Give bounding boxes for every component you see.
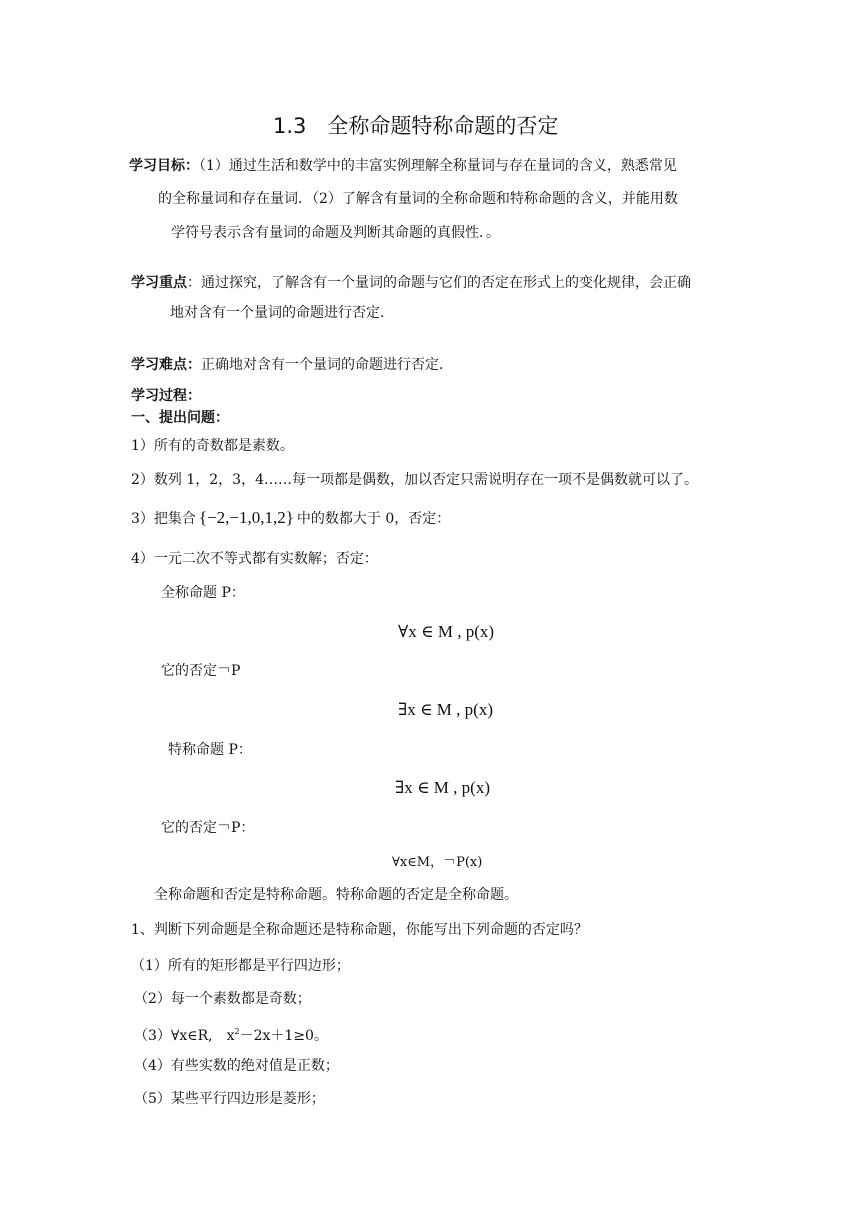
difficulties-line — [131, 355, 453, 375]
universal-formula: ∀x ∈ M , p(x) — [398, 622, 495, 641]
negation-2-label: 它的否定￢P： — [161, 820, 255, 836]
exercise-item-3-text: （3）∀x∈R, x — [134, 1028, 235, 1044]
question-3 — [131, 508, 450, 529]
difficulties-text: 正确地对含有一个量词的命题进行否定． — [201, 357, 453, 373]
objectives-line-3: 学符号表示含有量词的命题及判断其命题的真假性．。 — [171, 225, 500, 241]
summary-text: 全称命题和否定是特称命题。特称命题的否定是全称命题。 — [154, 887, 518, 903]
exercise-item-4: （4）有些实数的绝对值是正数； — [134, 1058, 339, 1074]
exercise-item-1: （1）所有的矩形都是平行四边形； — [131, 958, 350, 974]
negation-2-formula: ∀x∈M，￢P(x) — [392, 855, 483, 870]
section-1-label: 一、提出问题： — [131, 410, 229, 426]
exercise-item-2: （2）每一个素数都是奇数； — [134, 991, 311, 1007]
question-3-set: {−2,−1,0,1,2} — [198, 508, 294, 527]
negation-1-formula: ∃x ∈ M , p(x) — [398, 700, 493, 719]
process-label: 学习过程： — [131, 388, 201, 404]
universal-label: 全称命题 P： — [161, 585, 245, 601]
key-points-label: 学习重点 — [131, 275, 187, 291]
objectives-label: 学习目标： — [129, 158, 199, 174]
exercise-item-3 — [134, 1022, 328, 1046]
question-3-suffix: 中的数都大于 0，否定： — [296, 511, 451, 527]
question-3-prefix: 3）把集合 — [131, 511, 196, 527]
objectives-line-1 — [129, 156, 677, 176]
key-points-text-1: ：通过探究，了解含有一个量词的命题与它们的否定在形式上的变化规律，会正确 — [187, 275, 691, 291]
objectives-text-1: （1）通过生活和数学中的丰富实例理解全称量词与存在量词的含义，熟悉常见 — [199, 158, 677, 174]
page-title: 1.3 全称命题特称命题的否定 — [273, 114, 559, 138]
negation-1-label: 它的否定￢P — [161, 663, 241, 679]
exercise-heading: 1、判断下列命题是全称命题还是特称命题，你能写出下列命题的否定吗？ — [131, 922, 588, 938]
objectives-line-2: 的全称量词和存在量词．（2）了解含有量词的全称命题和特称命题的含义，并能用数 — [158, 191, 678, 207]
key-points-line-2: 地对含有一个量词的命题进行否定． — [170, 305, 394, 321]
exercise-item-3-exponent: 2 — [234, 1027, 240, 1036]
question-2: 2）数列 1，2，3，4……每一项都是偶数，加以否定只需说明存在一项不是偶数就可以了。 — [131, 472, 698, 488]
exercise-item-3-rest: －2x＋1≥0。 — [239, 1028, 328, 1044]
question-4: 4）一元二次不等式都有实数解；否定： — [131, 551, 378, 567]
exercise-item-5: （5）某些平行四边形是菱形； — [134, 1091, 325, 1107]
existential-label: 特称命题 P： — [168, 742, 252, 758]
existential-formula: ∃x ∈ M , p(x) — [395, 778, 490, 797]
question-1: 1）所有的奇数都是素数。 — [131, 438, 294, 454]
key-points-line-1 — [131, 273, 691, 293]
difficulties-label: 学习难点： — [131, 357, 201, 373]
